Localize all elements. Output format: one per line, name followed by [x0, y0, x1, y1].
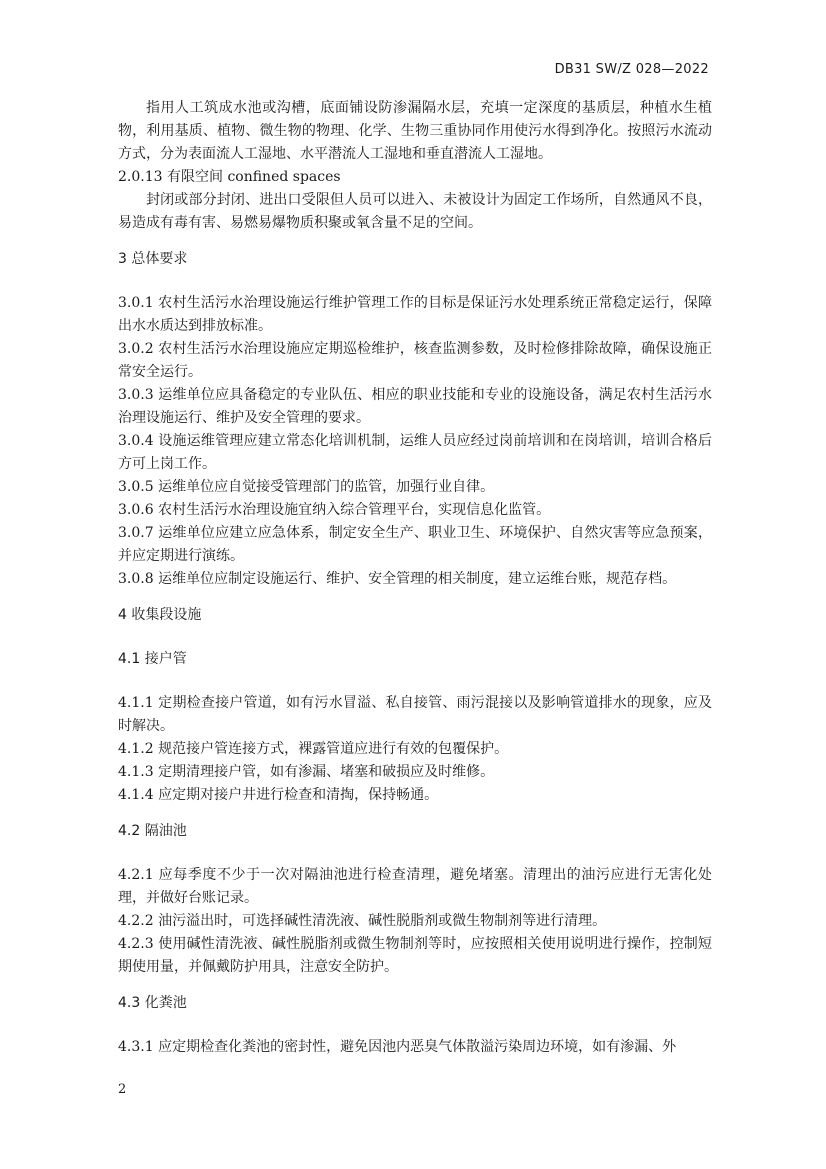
section-heading: 4.3 化粪池	[118, 995, 187, 1011]
paragraph: 3.0.5 运维单位应自觉接受管理部门的监管，加强行业自律。	[118, 479, 495, 495]
paragraph: 3.0.7 运维单位应建立应急体系，制定安全生产、职业卫生、环境保护、自然灾害等应急预案，并应定期进行演练。	[118, 525, 712, 564]
paragraph: 4.1.3 定期清理接户管，如有渗漏、堵塞和破损应及时维修。	[118, 764, 495, 780]
paragraph: 4.1.2 规范接户管连接方式，裸露管道应进行有效的包覆保护。	[118, 741, 509, 757]
paragraph: 4.1.4 应定期对接户井进行检查和清掏，保持畅通。	[118, 787, 439, 803]
term-entry	[118, 166, 712, 189]
paragraph: 指用人工筑成水池或沟槽，底面铺设防渗漏隔水层，充填一定深度的基质层，种植水生植物，利用基质、植物、微生物的物理、化学、生物三重协同作用使污水得到净化。按照污水流动方式，分为表面流人工湿地、水平潜流人工湿地和垂直潜流人工湿地。	[118, 100, 712, 162]
page-number: 2	[118, 1082, 127, 1097]
paragraph: 4.1.1 定期检查接户管道，如有污水冒溢、私自接管、雨污混接以及影响管道排水的现象，应及时解决。	[118, 695, 712, 734]
document-body	[118, 97, 712, 1059]
paragraph: 3.0.6 农村生活污水治理设施宜纳入综合管理平台，实现信息化监管。	[118, 502, 551, 518]
term-number: 2.0.13	[118, 169, 163, 185]
paragraph: 4.2.1 应每季度不少于一次对隔油池进行检查清理，避免堵塞。清理出的油污应进行无害化处理，并做好台账记录。	[118, 867, 712, 906]
paragraph: 3.0.1 农村生活污水治理设施运行维护管理工作的目标是保证污水处理系统正常稳定运行，保障出水水质达到排放标准。	[118, 295, 712, 334]
term-name-en: confined spaces	[227, 169, 341, 185]
term-name-cn: 有限空间	[162, 169, 228, 185]
document-code: DB31 SW/Z 028—2022	[554, 62, 709, 77]
section-heading: 4.1 接户管	[118, 651, 187, 667]
paragraph: 3.0.8 运维单位应制定设施运行、维护、安全管理的相关制度，建立运维台账，规范存档。	[118, 571, 677, 587]
chapter-heading: 4 收集段设施	[118, 607, 202, 623]
paragraph: 3.0.4 设施运维管理应建立常态化培训机制，运维人员应经过岗前培训和在岗培训，培训合格后方可上岗工作。	[118, 433, 712, 472]
chapter-heading: 3 总体要求	[118, 251, 188, 267]
paragraph: 3.0.2 农村生活污水治理设施应定期巡检维护，核查监测参数，及时检修排除故障，确保设施正常安全运行。	[118, 341, 712, 380]
paragraph: 4.2.2 油污溢出时，可选择碱性清洗液、碱性脱脂剂或微生物制剂等进行清理。	[118, 913, 607, 929]
paragraph: 4.2.3 使用碱性清洗液、碱性脱脂剂或微生物制剂等时，应按照相关使用说明进行操作，控制短期使用量，并佩戴防护用具，注意安全防护。	[118, 936, 712, 975]
paragraph: 4.3.1 应定期检查化粪池的密封性，避免因池内恶臭气体散溢污染周边环境，如有渗漏、外	[118, 1039, 677, 1055]
paragraph: 3.0.3 运维单位应具备稳定的专业队伍、相应的职业技能和专业的设施设备，满足农村生活污水治理设施运行、维护及安全管理的要求。	[118, 387, 712, 426]
paragraph: 封闭或部分封闭、进出口受限但人员可以进入、未被设计为固定工作场所，自然通风不良，易造成有毒有害、易燃易爆物质积聚或氧含量不足的空间。	[118, 192, 712, 231]
section-heading: 4.2 隔油池	[118, 823, 187, 839]
